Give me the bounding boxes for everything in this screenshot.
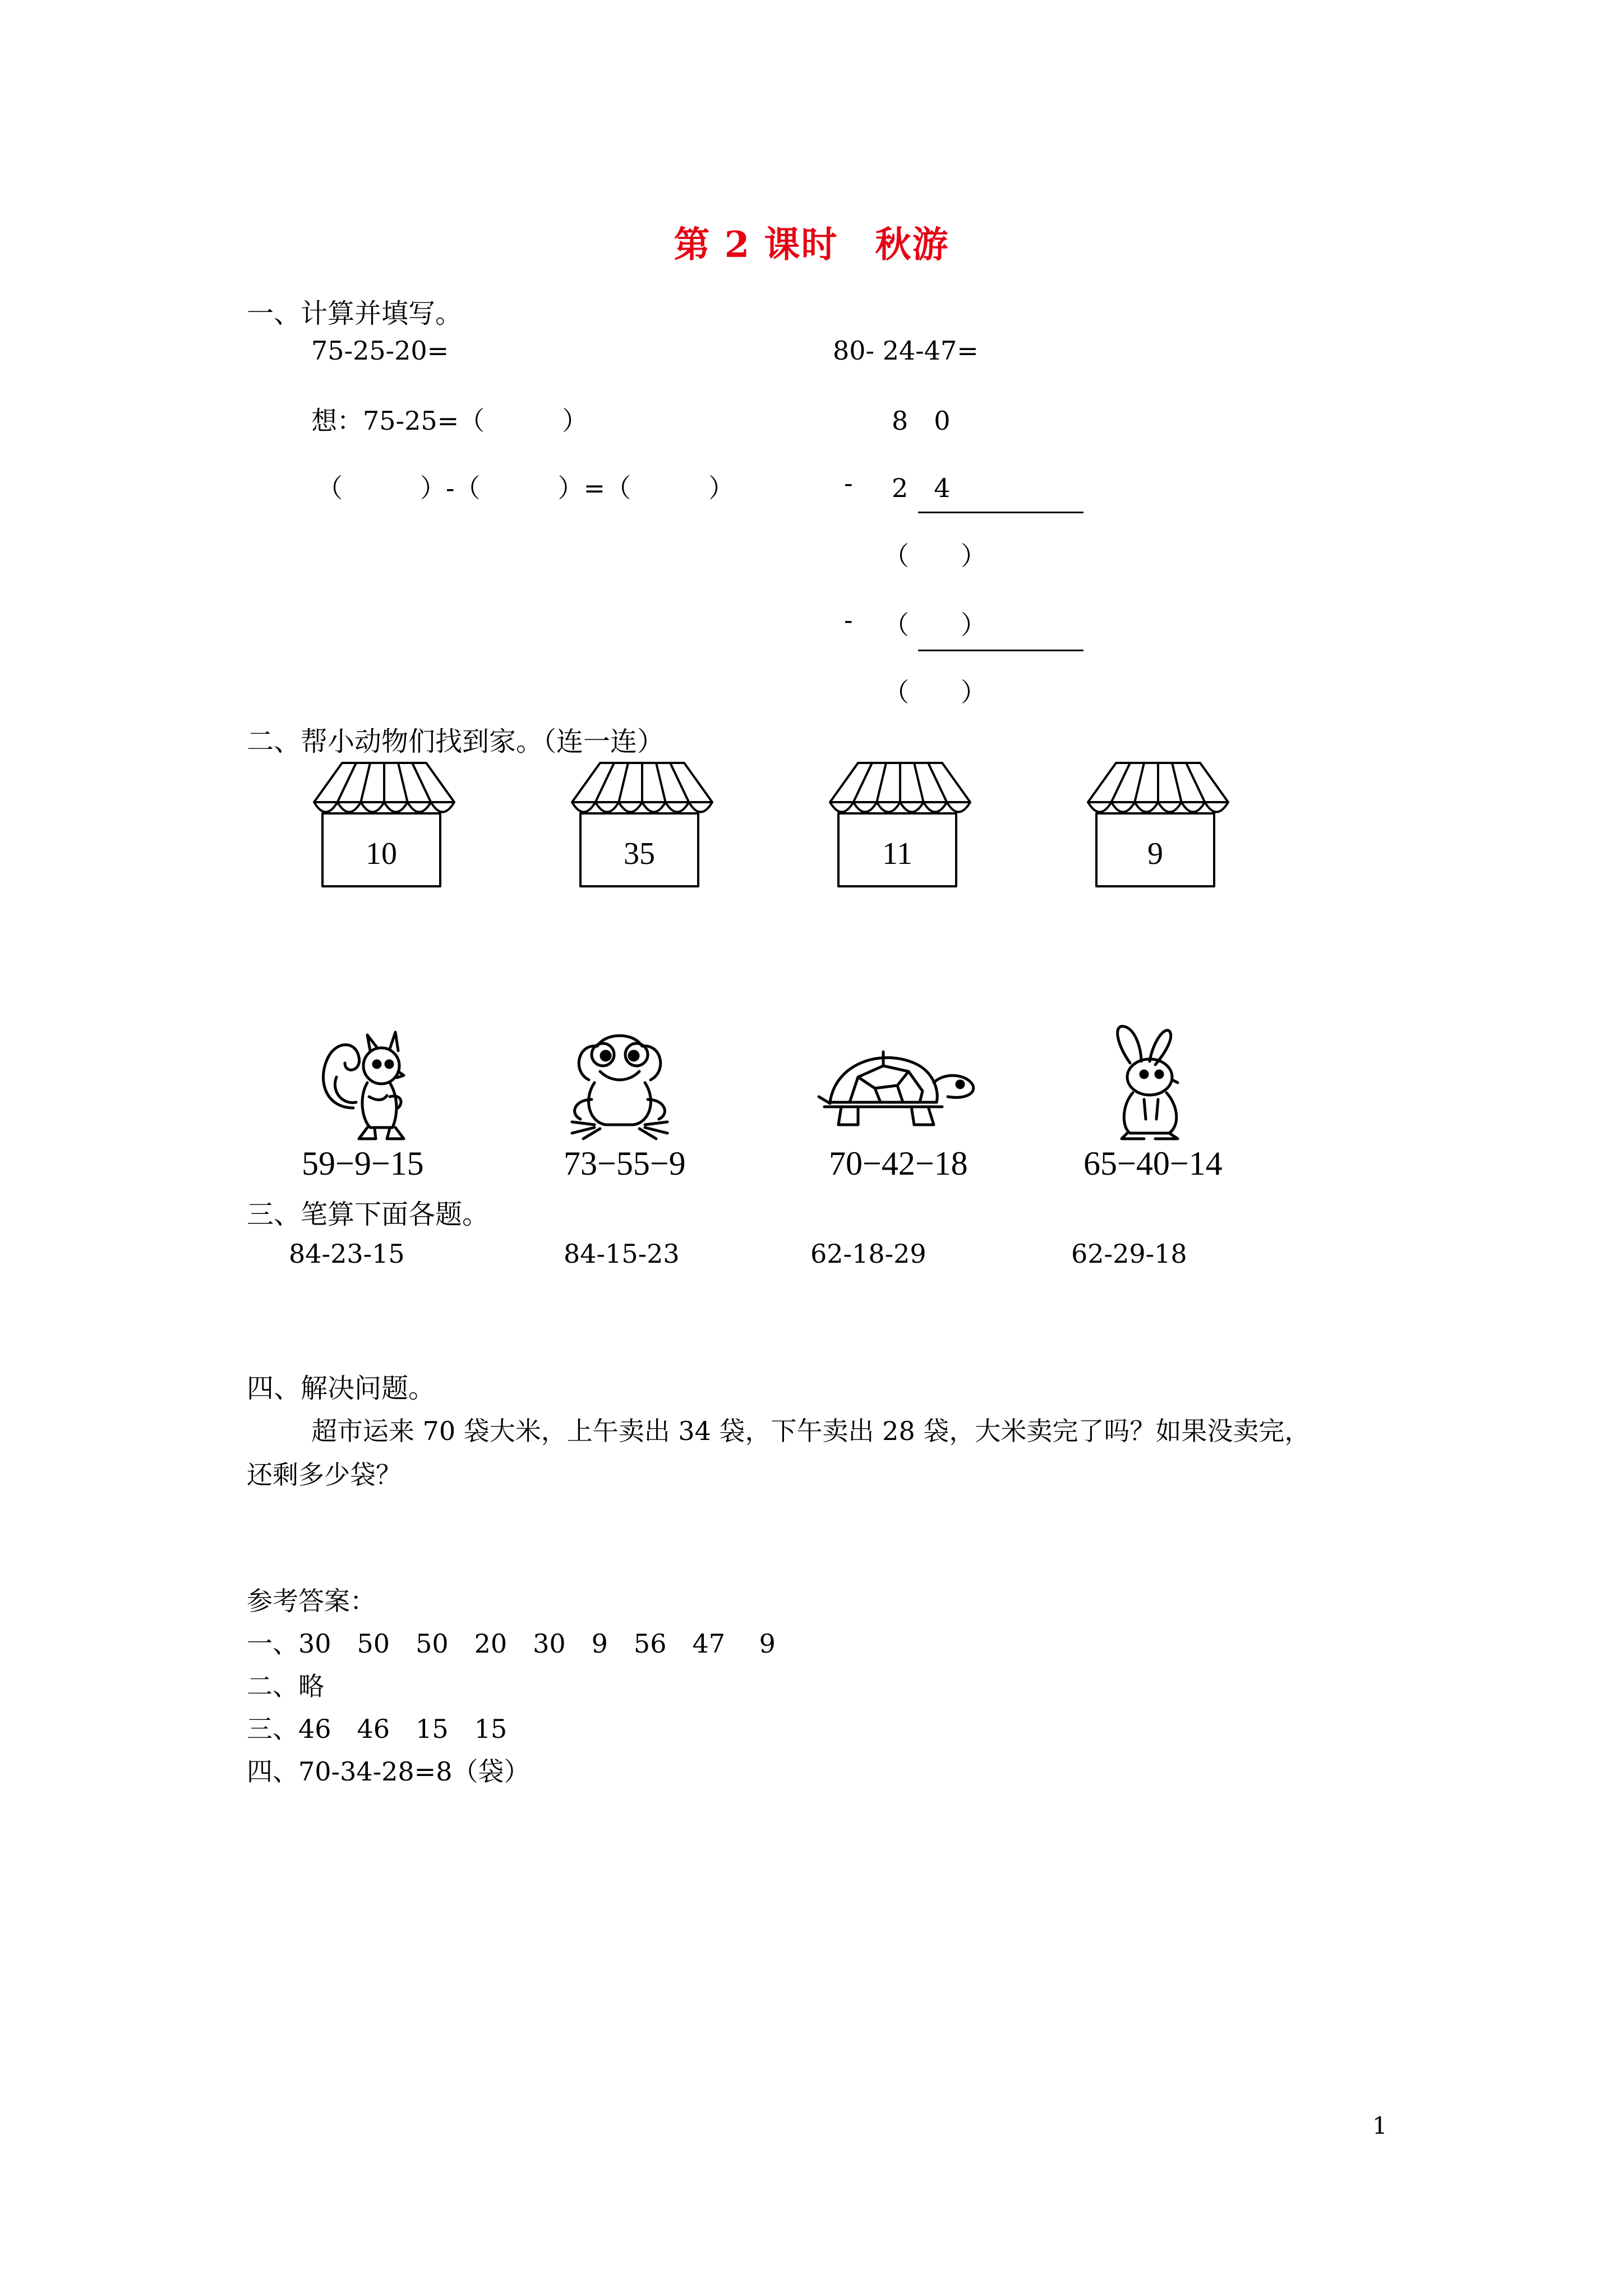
vertical-second: 2 4 <box>892 473 951 503</box>
rabbit-icon <box>1096 1021 1197 1144</box>
vertical-minus-1: - <box>844 468 853 498</box>
section-2-heading: 二、帮小动物们找到家。（连一连） <box>247 726 665 757</box>
answer-3: 三、46 46 15 15 <box>247 1714 508 1744</box>
squirrel-icon <box>314 1024 421 1147</box>
vertical-line-2 <box>918 650 1083 651</box>
animal-expression: 59−9−15 <box>302 1145 424 1182</box>
house-number: 10 <box>366 836 397 871</box>
right-expression: 80- 24-47= <box>833 335 979 366</box>
turtle-icon <box>813 1041 981 1136</box>
vertical-blank-1: （ ） <box>883 541 986 571</box>
written-problem: 62-18-29 <box>810 1239 926 1269</box>
vertical-minus-2: - <box>844 605 853 635</box>
blank-row: （ ）-（ ）=（ ） <box>317 473 735 503</box>
vertical-blank-2: （ ） <box>883 610 986 640</box>
written-problem: 62-29-18 <box>1071 1239 1187 1269</box>
house-number: 35 <box>624 836 655 871</box>
house-icon <box>311 760 463 889</box>
word-problem-line-2: 还剩多少袋？ <box>247 1460 402 1490</box>
house-number: 9 <box>1147 836 1163 871</box>
frog-icon <box>561 1027 679 1144</box>
answer-1: 一、30 50 50 20 30 9 56 47 9 <box>247 1628 776 1659</box>
animal-expression: 65−40−14 <box>1083 1145 1223 1182</box>
think-line: 想：75-25=（ ） <box>311 406 588 436</box>
word-problem-line-1: 超市运来 70 袋大米，上午卖出 34 袋，下午卖出 28 袋，大米卖完了吗？如果没卖完， <box>311 1416 1311 1446</box>
answers-heading: 参考答案： <box>247 1586 376 1616</box>
page-title: 第 2 课时 秋游 <box>674 224 949 266</box>
answer-2: 二、略 <box>247 1671 324 1701</box>
section-4-heading: 四、解决问题。 <box>247 1373 436 1404</box>
animal-expression: 73−55−9 <box>564 1145 686 1182</box>
written-problem: 84-23-15 <box>289 1239 405 1269</box>
house-number: 11 <box>882 836 912 871</box>
section-3-heading: 三、笔算下面各题。 <box>247 1199 490 1230</box>
vertical-top: 8 0 <box>892 406 951 436</box>
section-1-heading: 一、计算并填写。 <box>247 298 463 329</box>
house-icon <box>1085 760 1237 889</box>
left-expression: 75-25-20= <box>311 335 449 366</box>
animal-expression: 70−42−18 <box>829 1145 968 1182</box>
house-icon <box>569 760 721 889</box>
written-problem: 84-15-23 <box>564 1239 680 1269</box>
answer-4: 四、70-34-28=8（袋） <box>247 1756 530 1787</box>
house-icon <box>827 760 979 889</box>
page-number: 1 <box>1372 2112 1387 2139</box>
vertical-blank-3: （ ） <box>883 677 986 707</box>
vertical-line-1 <box>918 512 1083 513</box>
